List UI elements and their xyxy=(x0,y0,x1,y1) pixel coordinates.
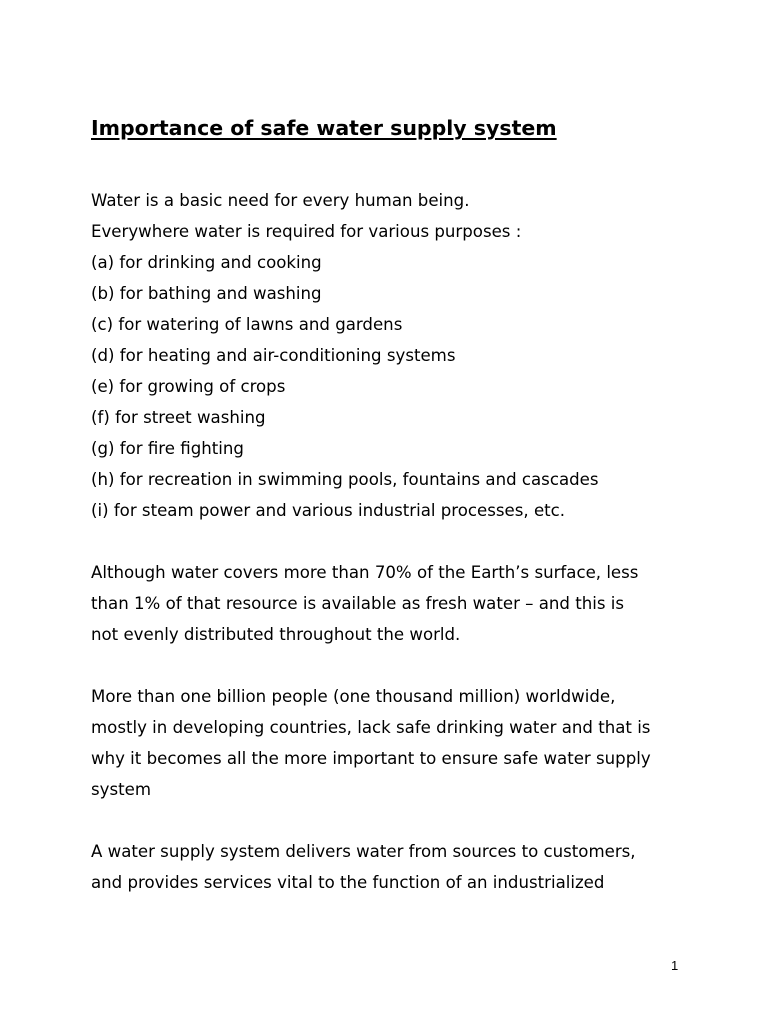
purpose-list-item: (b) for bathing and washing xyxy=(91,284,322,303)
paragraph-line: why it becomes all the more important to ensure safe water supply xyxy=(91,749,651,768)
paragraph-earth-water xyxy=(91,557,691,650)
purpose-list-item: (g) for fire fighting xyxy=(91,439,244,458)
paragraph-line: mostly in developing countries, lack safe drinking water and that is xyxy=(91,718,651,737)
paragraph-line: not evenly distributed throughout the world. xyxy=(91,625,461,644)
paragraph-line: than 1% of that resource is available as fresh water – and this is xyxy=(91,594,625,613)
purpose-list-item: (h) for recreation in swimming pools, fountains and cascades xyxy=(91,470,599,489)
purpose-list-item: (i) for steam power and various industrial processes, etc. xyxy=(91,501,566,520)
paragraph-line: and provides services vital to the function of an industrialized xyxy=(91,873,605,892)
intro-line: Everywhere water is required for various purposes : xyxy=(91,222,522,241)
paragraph-line: system xyxy=(91,780,151,799)
purpose-list-item: (a) for drinking and cooking xyxy=(91,253,322,272)
paragraph-supply-system xyxy=(91,836,691,898)
paragraph-line: A water supply system delivers water from sources to customers, xyxy=(91,842,636,861)
document-title: Importance of safe water supply system xyxy=(91,116,557,140)
purpose-list-item: (f) for street washing xyxy=(91,408,266,427)
page-number: 1 xyxy=(671,958,679,973)
intro-list xyxy=(91,185,691,526)
intro-line: Water is a basic need for every human being. xyxy=(91,191,470,210)
purpose-list-item: (e) for growing of crops xyxy=(91,377,286,396)
purpose-list-item: (c) for watering of lawns and gardens xyxy=(91,315,403,334)
paragraph-line: Although water covers more than 70% of the Earth’s surface, less xyxy=(91,563,639,582)
paragraph-safe-drinking-water xyxy=(91,681,691,805)
paragraph-line: More than one billion people (one thousand million) worldwide, xyxy=(91,687,616,706)
purpose-list-item: (d) for heating and air-conditioning systems xyxy=(91,346,456,365)
